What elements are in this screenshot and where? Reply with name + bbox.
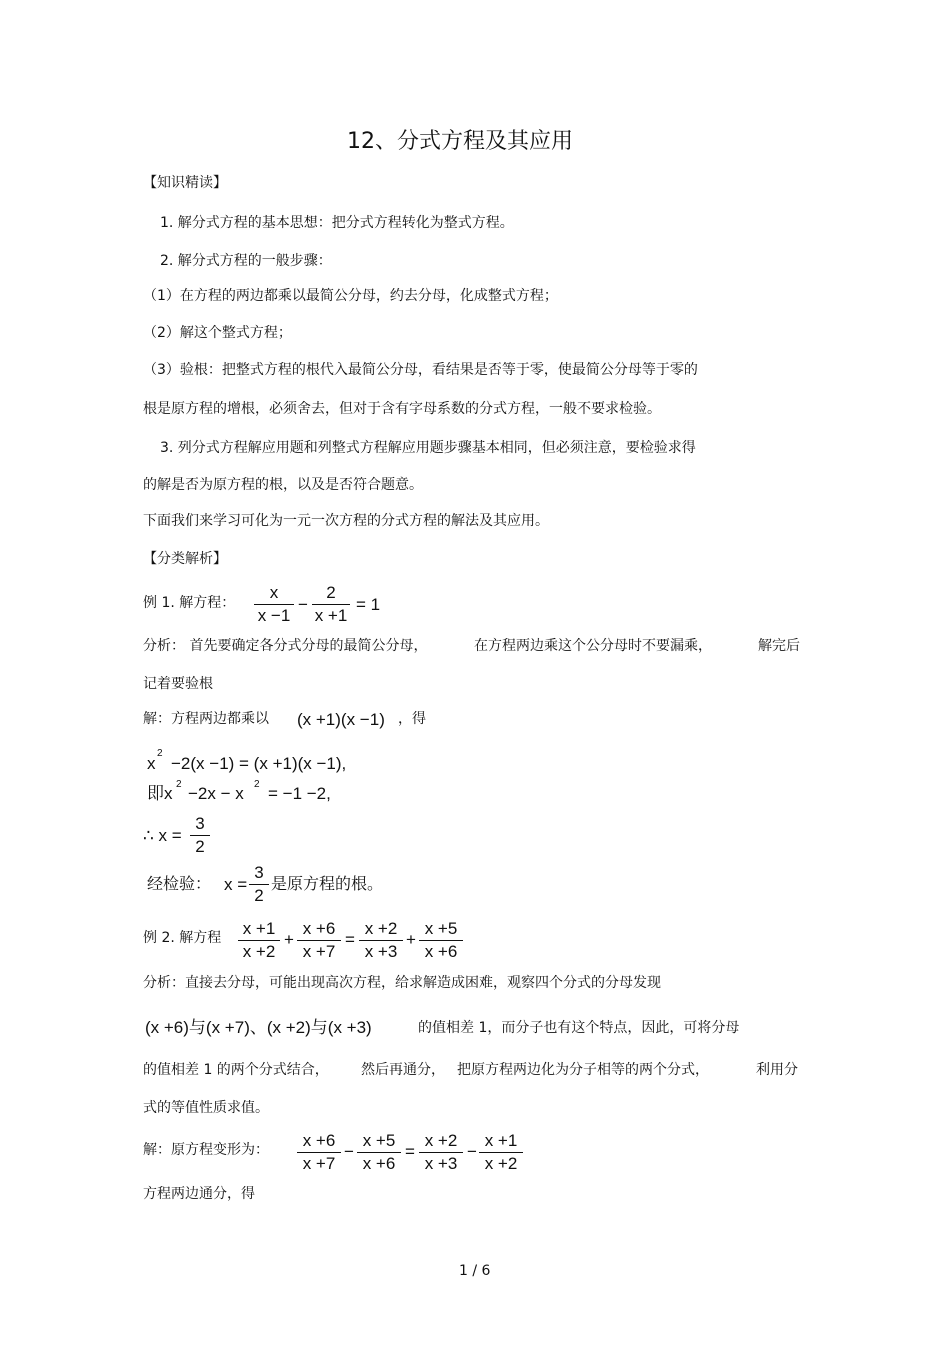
ex1-line3-fraction <box>190 813 210 858</box>
ex2-c-numerator: x +2 <box>359 918 403 941</box>
ex1-solution-b: (x +1)(x −1) <box>297 710 385 729</box>
ex2-sol-fraction-4 <box>479 1130 523 1175</box>
ex1-analysis-c: 解完后 <box>758 638 800 654</box>
paragraph-step-3a: （3）验根：把整式方程的根代入最简公分母，看结果是否等于零，使最简公分母等于零的 <box>143 362 698 378</box>
ex2-s2-denominator: x +6 <box>362 1154 396 1173</box>
paragraph-step-2: （2）解这个整式方程； <box>143 325 292 341</box>
ex1-analysis-b: 在方程两边乘这个公分母时不要漏乘， <box>474 638 712 654</box>
ex1-line3-numerator: 3 <box>190 813 210 836</box>
ex2-d-denominator: x +6 <box>424 942 458 961</box>
ex2-analysis-3d: 利用分 <box>756 1062 798 1078</box>
ex1-fraction-2 <box>312 582 350 627</box>
ex2-b-denominator: x +7 <box>302 942 336 961</box>
ex2-fraction-d <box>419 918 463 963</box>
ex1-line2-exponent-2: 2 <box>254 779 260 790</box>
ex2-solution-label: 解：原方程变形为： <box>143 1142 269 1158</box>
ex1-f1-denominator: x −1 <box>257 606 291 625</box>
ex2-s4-numerator: x +1 <box>479 1130 523 1153</box>
ex2-sol-equals: = <box>405 1142 415 1161</box>
ex2-analysis-4: 式的等值性质求值。 <box>143 1100 269 1116</box>
paragraph-intro: 下面我们来学习可化为一元一次方程的分式方程的解法及其应用。 <box>143 513 549 529</box>
ex2-sol-fraction-2 <box>357 1130 401 1175</box>
ex2-plus-2: + <box>406 930 416 949</box>
ex2-plus-1: + <box>284 930 294 949</box>
ex2-sol-fraction-1 <box>297 1130 341 1175</box>
paragraph-3a: 3. 列分式方程解应用题和列整式方程解应用题步骤基本相同，但必须注意，要检验求得 <box>160 440 696 456</box>
ex2-s2-numerator: x +5 <box>357 1130 401 1153</box>
ex1-check-fraction <box>249 862 269 907</box>
ex1-line2-exponent-1: 2 <box>176 779 182 790</box>
ex2-analysis-3a: 的值相差 1 的两个分式结合， <box>143 1062 329 1078</box>
page-number: 1 / 6 <box>459 1263 491 1279</box>
ex1-line1-x: x <box>147 754 156 773</box>
ex2-sol-fraction-3 <box>419 1130 463 1175</box>
section-heading-knowledge: 【知识精读】 <box>143 175 227 191</box>
ex1-line2-pre: 即x <box>147 784 173 803</box>
paragraph-2: 2. 解分式方程的一般步骤： <box>160 253 332 269</box>
ex2-last-line: 方程两边通分，得 <box>143 1186 255 1202</box>
paragraph-step-1: （1）在方程的两边都乘以最简公分母，约去分母，化成整式方程； <box>143 288 558 304</box>
ex2-a-numerator: x +1 <box>238 918 280 941</box>
ex2-a-denominator: x +2 <box>242 942 276 961</box>
ex1-analysis-a: 分析： 首先要确定各分式分母的最简公分母， <box>143 638 428 654</box>
ex2-fraction-c <box>359 918 403 963</box>
ex1-line3-pre: ∴ x = <box>143 826 182 845</box>
ex2-d-numerator: x +5 <box>419 918 463 941</box>
ex1-f1-numerator: x <box>254 582 294 605</box>
paragraph-1: 1. 解分式方程的基本思想：把分式方程转化为整式方程。 <box>160 215 514 231</box>
ex1-line3-denominator: 2 <box>195 837 205 856</box>
ex1-f2-numerator: 2 <box>312 582 350 605</box>
ex2-s3-numerator: x +2 <box>419 1130 463 1153</box>
ex1-solution-c: ，得 <box>398 711 426 727</box>
ex2-analysis-3c: 把原方程两边化为分子相等的两个分式， <box>457 1062 709 1078</box>
ex1-line2-rest: = −1 −2, <box>268 784 331 803</box>
example-2-label: 例 2. 解方程 <box>143 930 222 946</box>
ex1-equals: = 1 <box>356 595 381 614</box>
ex2-s3-denominator: x +3 <box>424 1154 458 1173</box>
ex1-f2-denominator: x +1 <box>314 606 348 625</box>
section-heading-analysis: 【分类解析】 <box>143 551 227 567</box>
ex1-line1-rest: −2(x −1) = (x +1)(x −1), <box>171 754 347 773</box>
page-title: 12、分式方程及其应用 <box>347 129 573 154</box>
ex2-sol-minus-1: − <box>344 1142 354 1161</box>
ex2-analysis-1: 分析：直接去分母，可能出现高次方程，给求解造成困难，观察四个分式的分母发现 <box>143 975 661 991</box>
ex1-check-numerator: 3 <box>249 862 269 885</box>
ex2-analysis-2-math: (x +6)与(x +7)、(x +2)与(x +3) <box>145 1018 372 1037</box>
ex2-equals: = <box>345 930 355 949</box>
paragraph-3b: 的解是否为原方程的根，以及是否符合题意。 <box>143 477 423 493</box>
paragraph-step-3b: 根是原方程的增根，必须舍去，但对于含有字母系数的分式方程，一般不要求检验。 <box>143 401 661 417</box>
ex1-check-label: 经检验： <box>147 874 212 893</box>
ex1-fraction-1 <box>254 582 294 627</box>
example-1-label: 例 1. 解方程： <box>143 595 236 611</box>
ex2-c-denominator: x +3 <box>364 942 398 961</box>
ex1-line2-mid: −2x − x <box>188 784 244 803</box>
ex2-fraction-a <box>238 918 280 963</box>
ex2-analysis-3b: 然后再通分， <box>361 1062 445 1078</box>
ex1-minus: − <box>298 595 308 614</box>
ex1-solution-a: 解：方程两边都乘以 <box>143 711 269 727</box>
ex1-check-x: x = <box>224 875 248 894</box>
ex2-s1-denominator: x +7 <box>302 1154 336 1173</box>
ex1-line1-exponent: 2 <box>157 748 163 759</box>
ex1-check-post: 是原方程的根。 <box>271 874 384 893</box>
ex2-analysis-2-text: 的值相差 1，而分子也有这个特点，因此，可将分母 <box>418 1020 740 1036</box>
ex2-s1-numerator: x +6 <box>297 1130 341 1153</box>
ex1-check-denominator: 2 <box>254 886 264 905</box>
ex2-fraction-b <box>297 918 341 963</box>
ex2-s4-denominator: x +2 <box>484 1154 518 1173</box>
ex1-analysis-d: 记着要验根 <box>143 676 213 692</box>
ex2-b-numerator: x +6 <box>297 918 341 941</box>
ex2-sol-minus-2: − <box>467 1142 477 1161</box>
